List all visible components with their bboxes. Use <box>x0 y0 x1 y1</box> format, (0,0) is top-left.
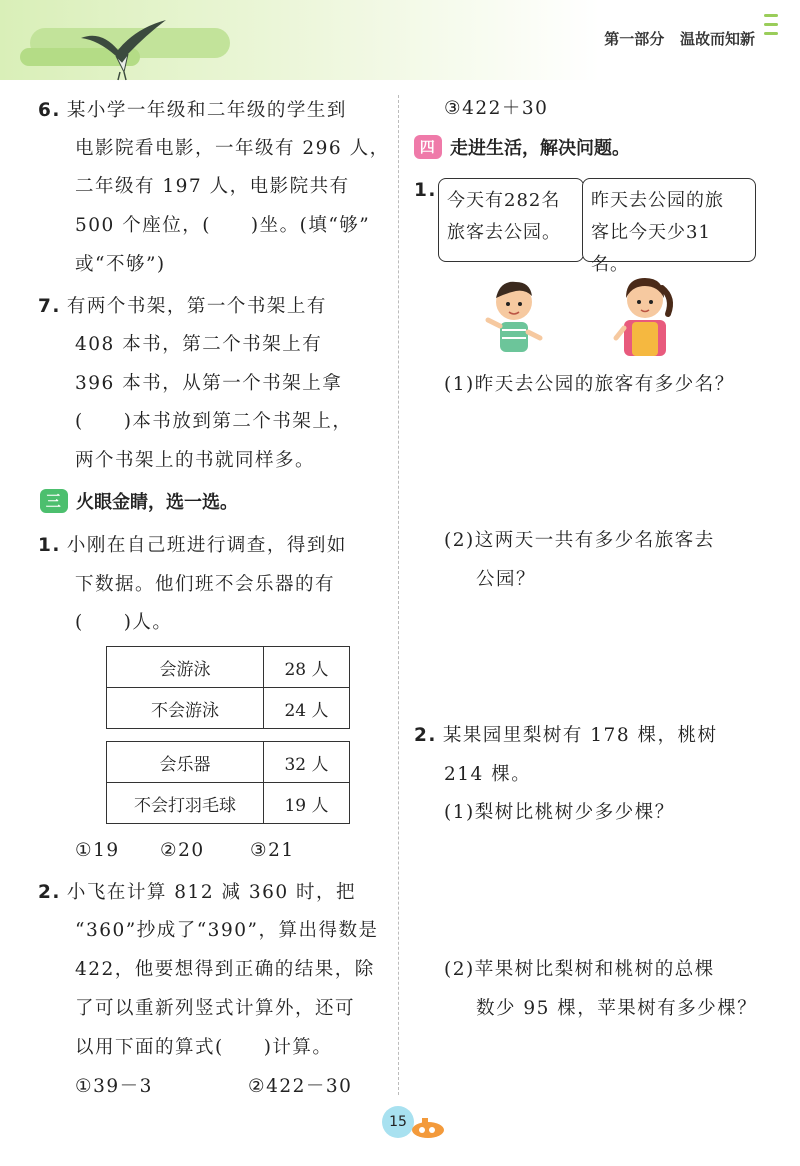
bubble-text: 昨天去公园的旅 <box>591 190 724 211</box>
section4-badge: 四 <box>414 135 442 159</box>
s4q1-part2-line2: 公园？ <box>476 569 537 590</box>
q7-line2: 408 本书，第二个书架上有 <box>75 334 323 355</box>
s4q1-part2-line1: (2)这两天一共有多少名旅客去 <box>444 530 715 551</box>
s3q2-number: 2. <box>38 882 61 903</box>
table-cell: 24 人 <box>264 688 350 729</box>
table-cell: 会乐器 <box>107 742 264 783</box>
boy-illustration-icon <box>482 272 546 356</box>
q7-number: 7. <box>38 296 61 317</box>
table-row <box>107 783 350 824</box>
bubble-text: 今天有282名 <box>447 190 561 211</box>
speech-bubble-boy <box>438 178 584 262</box>
table-cell: 不会打羽毛球 <box>107 783 264 824</box>
table-row <box>107 742 350 783</box>
s4q2-line1 <box>414 721 717 747</box>
header-title <box>604 28 755 49</box>
bubble-text: 旅客去公园。 <box>447 222 561 243</box>
table-row <box>107 688 350 729</box>
s3q1-number: 1. <box>38 535 61 556</box>
s3q2-line5: 以用下面的算式( )计算。 <box>75 1037 333 1058</box>
s3q2-line3: 422，他要想得到正确的结果，除 <box>75 959 375 980</box>
q6-number: 6. <box>38 100 61 121</box>
header-marks <box>764 14 778 41</box>
q7-text: 有两个书架，第一个书架上有 <box>66 296 327 317</box>
section3-title: 火眼金睛，选一选。 <box>76 492 238 513</box>
s4q2-number: 2. <box>414 725 437 746</box>
s3q1-line3: ( )人。 <box>75 612 173 633</box>
s4q2-part2-line1: (2)苹果树比梨树和桃树的总棵 <box>444 959 715 980</box>
section3-badge: 三 <box>40 489 68 513</box>
s3q2-option-2: ②422－30 <box>248 1076 353 1097</box>
column-divider <box>398 95 399 1095</box>
bubble-text: 客比今天少31名。 <box>591 222 711 275</box>
s4q2-line2: 214 棵。 <box>444 764 532 785</box>
s3q2-text: 小飞在计算 812 减 360 时，把 <box>66 882 357 903</box>
q6-line5: 或“不够”) <box>75 254 166 275</box>
header-band <box>0 0 800 80</box>
table-cell: 19 人 <box>264 783 350 824</box>
q6-line4: 500 个座位，( )坐。(填“够” <box>75 215 371 236</box>
s3q2-line1 <box>38 878 356 904</box>
table-row <box>107 647 350 688</box>
s3q1-line2: 下数据。他们班不会乐器的有 <box>75 574 336 595</box>
s4q1-num: 1. <box>414 180 437 201</box>
survey-table-swimming <box>106 646 350 729</box>
s3q1-text: 小刚在自己班进行调查，得到如 <box>66 535 347 556</box>
s3q2-line2: “360”抄成了“390”，算出得数是 <box>75 920 379 941</box>
s3q1-option-2: ②20 <box>160 840 205 861</box>
header-subtitle: 温故而知新 <box>679 30 755 48</box>
q6-line2: 电影院看电影，一年级有 296 人， <box>75 138 390 159</box>
s3q2-line4: 了可以重新列竖式计算外，还可 <box>75 998 356 1019</box>
seagull-icon <box>76 10 172 82</box>
section3-heading <box>40 488 238 514</box>
survey-table-instrument <box>106 741 350 824</box>
s3q1-option-3: ③21 <box>250 840 295 861</box>
table-cell: 不会游泳 <box>107 688 264 729</box>
q7-line4: ( )本书放到第二个书架上， <box>75 411 353 432</box>
s3q2-option-1: ①39－3 <box>75 1076 153 1097</box>
table-cell: 28 人 <box>264 647 350 688</box>
section4-title: 走进生活，解决问题。 <box>450 138 630 159</box>
section4-heading <box>414 134 630 160</box>
speech-bubble-girl <box>582 178 756 275</box>
s3q2-option-3: ③422＋30 <box>444 98 549 119</box>
page-number: 15 <box>382 1106 414 1138</box>
submarine-icon <box>410 1116 446 1140</box>
q7-line3: 396 本书，从第一个书架上拿 <box>75 373 343 394</box>
s3q1-line1 <box>38 531 347 557</box>
q7-line5: 两个书架上的书就同样多。 <box>75 450 316 471</box>
s4q2-text: 某果园里梨树有 178 棵，桃树 <box>442 725 718 746</box>
q6-line1 <box>38 96 347 122</box>
table-cell: 会游泳 <box>107 647 264 688</box>
s4q2-part1: (1)梨树比桃树少多少棵？ <box>444 802 675 823</box>
q6-text: 某小学一年级和二年级的学生到 <box>66 100 347 121</box>
s3q1-option-1: ①19 <box>75 840 120 861</box>
q6-line3: 二年级有 197 人，电影院共有 <box>75 176 350 197</box>
q7-line1 <box>38 292 327 318</box>
s4q1-part1: (1)昨天去公园的旅客有多少名？ <box>444 374 735 395</box>
girl-illustration-icon <box>612 268 678 358</box>
table-cell: 32 人 <box>264 742 350 783</box>
s4q2-part2-line2: 数少 95 棵，苹果树有多少棵？ <box>476 998 758 1019</box>
header-section: 第一部分 <box>604 30 665 48</box>
